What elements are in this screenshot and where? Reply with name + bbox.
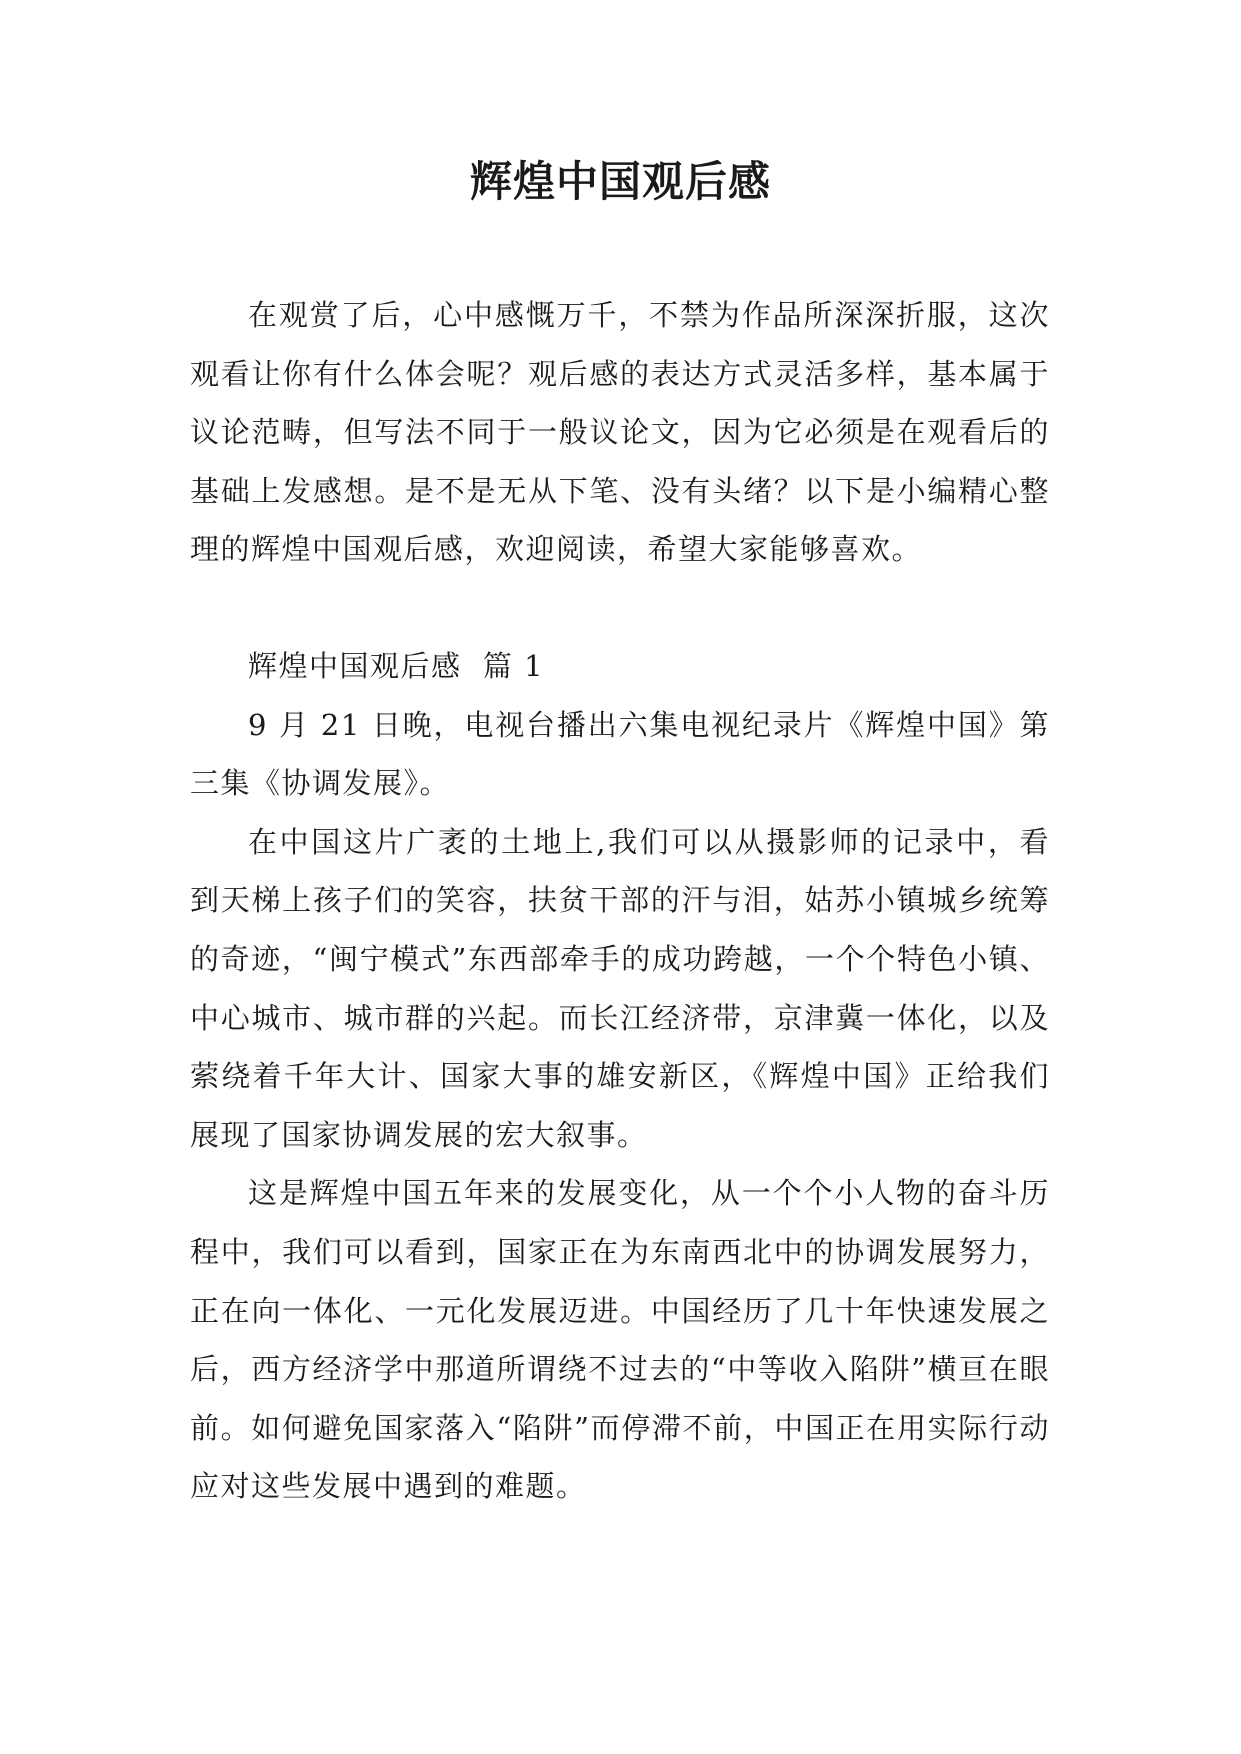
section-spacer (190, 579, 1050, 637)
body-paragraph: 这是辉煌中国五年来的发展变化，从一个个小人物的奋斗历程中，我们可以看到，国家正在为东南西北中的协调发展努力，正在向一体化、一元化发展迈进。中国经历了几十年快速发展之后，西方经济学中那道所谓绕不过去的“中等收入陷阱”横亘在眼前。如何避免国家落入“陷阱”而停滞不前，中国正在用实际行动应对这些发展中遇到的难题。 (190, 1176, 1050, 1504)
section-heading: 辉煌中国观后感 篇 1 (248, 648, 545, 683)
intro-paragraph: 在观赏了后，心中感慨万千，不禁为作品所深深折服，这次观看让你有什么体会呢？观后感的表达方式灵活多样，基本属于议论范畴，但写法不同于一般议论文，因为它必须是在观看后的基础上发感想。是不是无从下笔、没有头绪？以下是小编精心整理的辉煌中国观后感，欢迎阅读，希望大家能够喜欢。 (190, 298, 1050, 567)
document-body (190, 286, 1050, 1516)
body-paragraph: 9 月 21 日晚，电视台播出六集电视纪录片《辉煌中国》第三集《协调发展》。 (190, 707, 1050, 801)
document-title: 辉煌中国观后感 (469, 157, 771, 206)
body-paragraph: 在中国这片广袤的土地上,我们可以从摄影师的记录中，看到天梯上孩子们的笑容，扶贫干部的汗与泪，姑苏小镇城乡统筹的奇迹，“闽宁模式”东西部牵手的成功跨越，一个个特色小镇、中心城市、城市群的兴起。而长江经济带，京津冀一体化，以及萦绕着千年大计、国家大事的雄安新区，《辉煌中国》正给我们展现了国家协调发展的宏大叙事。 (190, 824, 1050, 1152)
